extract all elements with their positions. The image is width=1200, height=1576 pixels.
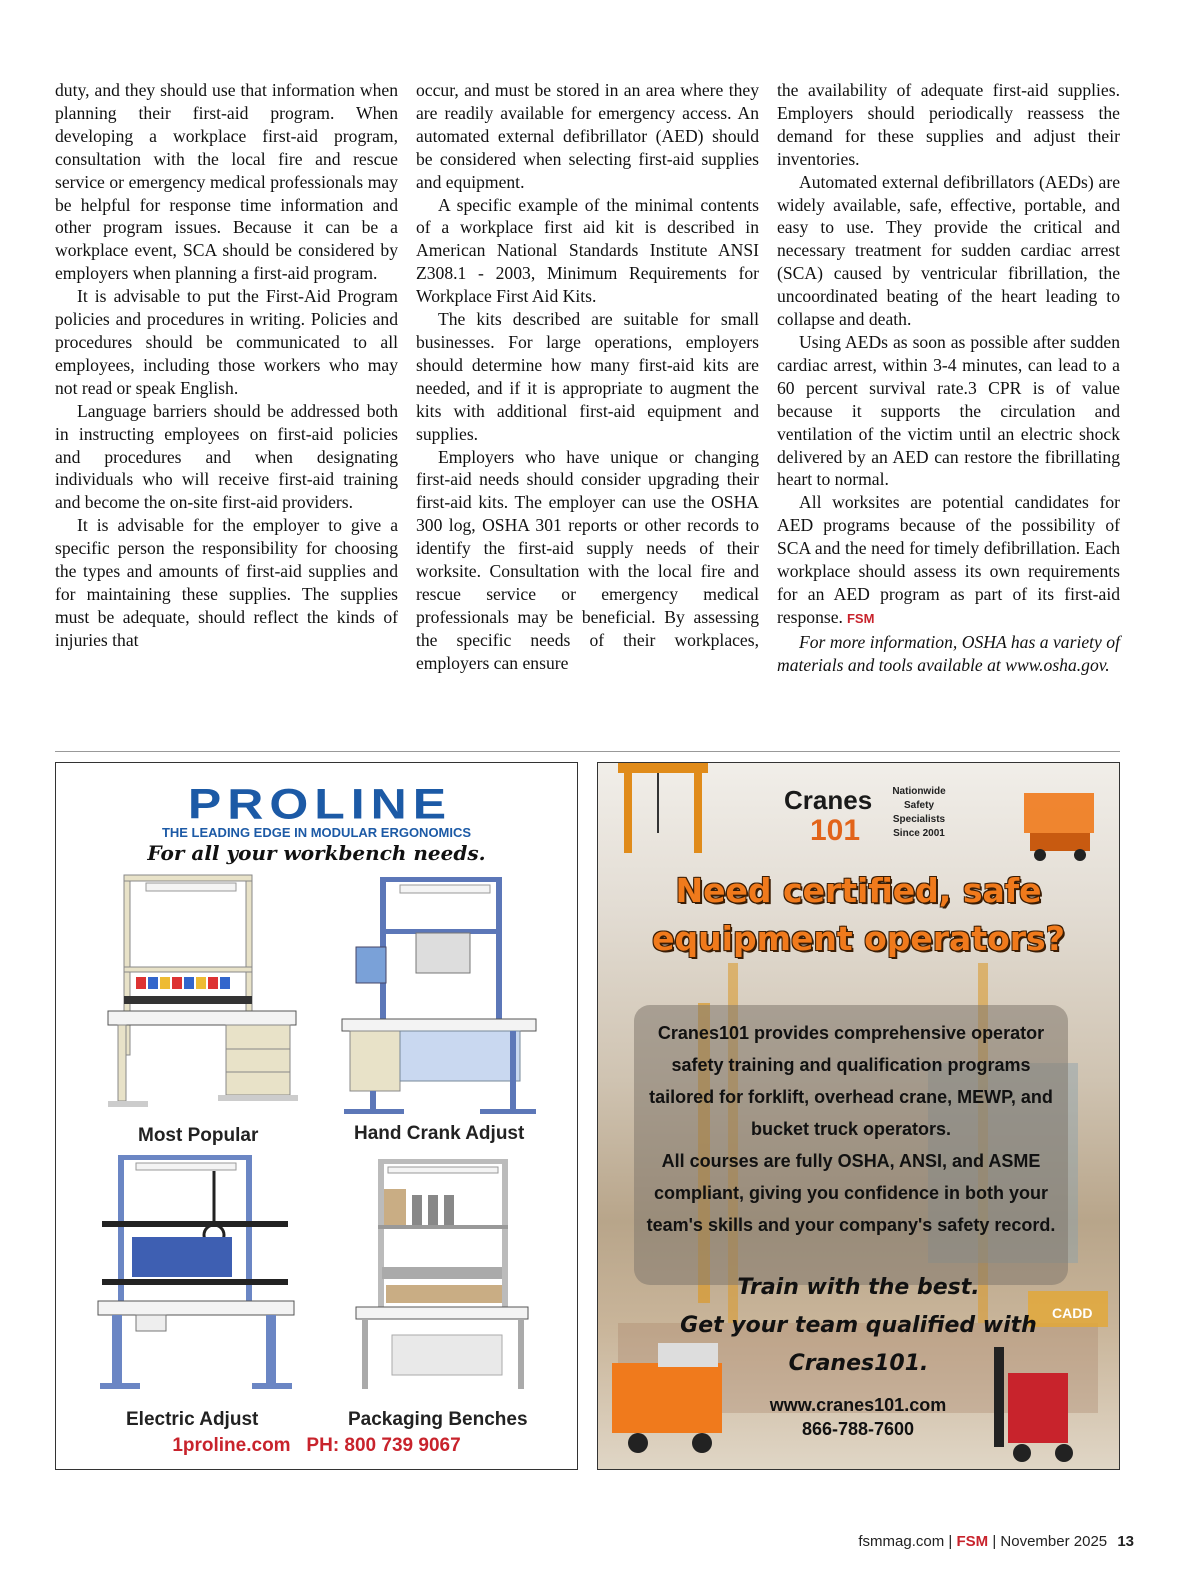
cranes101-headline (598, 867, 1119, 963)
paragraph: Using AEDs as soon as possible after sudden cardiac arrest, within 3-4 minutes, can lead to a 60 percent survival rate.3 CPR is of value because it supports the circulation and ventilation of the victim until an electric shock delivered by an AED can restore the fibrillating heart to normal. (777, 331, 1120, 490)
slogan-line: Specialists (892, 814, 946, 825)
paragraph: occur, and must be stored in an area where they are readily available for emergency access. An automated external defibrillator (AED) should be considered when selecting first-aid supplies and equipment. (416, 80, 759, 192)
bench-packaging-illustration (352, 1155, 532, 1405)
headline-line: Need certified, safe (675, 871, 1042, 910)
description-line: Cranes101 provides comprehensive operator (657, 1023, 1045, 1043)
cranes101-ad[interactable] (597, 762, 1120, 1470)
proline-website[interactable]: 1proline.com (172, 1435, 291, 1456)
paragraph: The kits described are suitable for small businesses. For large operations, employers should determine how many first-aid kits are needed, and if it is appropriate to augment the kits with additional first-aid equipment and supplies. (416, 309, 759, 444)
label-hand-crank-adjust: Hand Crank Adjust (354, 1123, 525, 1144)
machine-brand-text: CADD (1052, 1305, 1093, 1321)
page-number: 13 (1117, 1533, 1134, 1550)
divider-rule (55, 751, 1120, 752)
description-line: safety training and qualification programs (671, 1055, 1031, 1075)
footer-separator: | (992, 1533, 997, 1550)
end-mark: FSM (846, 610, 875, 626)
label-electric-adjust: Electric Adjust (126, 1409, 259, 1430)
paragraph: It is advisable to put the First-Aid Program policies and procedures in writing. Policies and procedures should be communicated to all employees, including those workers who may not read or speak English. (55, 286, 398, 398)
proline-ad[interactable] (55, 762, 578, 1470)
cranes101-tagline (598, 1269, 1119, 1383)
paragraph: the availability of adequate first-aid supplies. Employers should periodically reassess the demand for these supplies and adjust their inventories. (777, 80, 1120, 169)
slogan-line: Since 2001 (893, 828, 945, 839)
tagline-line: Get your team qualified with (680, 1313, 1037, 1338)
cranes101-logo (784, 785, 873, 849)
cranes101-phone: 866-788-7600 (801, 1419, 915, 1439)
cranes101-contact (738, 1393, 978, 1441)
article-column-3 (777, 79, 1120, 677)
label-most-popular: Most Popular (138, 1125, 259, 1146)
paragraph: A specific example of the minimal contents of a workplace first aid kit is described in American National Standards Institute ANSI Z308.1 - 2003, Minimum Requirements for Workplace First Aid Kits. (416, 194, 759, 307)
label-packaging-benches: Packaging Benches (348, 1409, 528, 1430)
tagline-line: Train with the best. (737, 1275, 980, 1300)
cranes101-slogan (874, 785, 964, 841)
paragraph: Automated external defibrillators (AEDs) are widely available, safe, effective, portable, and easy to use. They provide the critical and necessary treatment for sudden cardiac arrest (SCA) caused by ventricular fibrillation, the uncoordinated beating of the heart leading to collapse and death. (777, 171, 1120, 330)
slogan-line: Nationwide (892, 786, 946, 797)
tagline-line: Cranes101. (788, 1351, 929, 1376)
article-column-2 (416, 79, 759, 675)
article-column-1 (55, 79, 398, 652)
cranes101-description-box (634, 1005, 1068, 1285)
proline-script: For all your workbench needs. (147, 841, 486, 865)
paragraph: duty, and they should use that information when planning their first-aid program. When developing a workplace first-aid program, consultation with the local fire and rescue service or emergency medical professionals may be helpful for response time information and other program issues. Because it can be a workplace event, SCA should be considered by employers when planning a first-aid program. (55, 80, 398, 284)
proline-contact (56, 1435, 577, 1457)
description-line: All courses are fully OSHA, ANSI, and ASME (661, 1151, 1041, 1171)
paragraph (777, 491, 1120, 630)
footer-brand: FSM (956, 1533, 989, 1550)
footer-site[interactable]: fsmmag.com (858, 1533, 945, 1550)
more-info-note: For more information, OSHA has a variety of materials and tools available at www.osha.gov. (777, 631, 1120, 675)
footer-separator: | (948, 1533, 953, 1550)
description-line: compliant, giving you confidence in both your (653, 1183, 1048, 1203)
page-footer (858, 1533, 1134, 1550)
proline-phone: PH: 800 739 9067 (306, 1435, 461, 1456)
proline-tagline: THE LEADING EDGE IN MODULAR ERGONOMICS (161, 825, 472, 840)
paragraph: Employers who have unique or changing first-aid needs should consider upgrading their first-aid kits. The employer can use the OSHA 300 log, OSHA 301 reports or other records to identify the first-aid supply needs of their worksite. Consultation with the local fire and rescue service or emergency medical professionals may be beneficial. By assessing the specific needs of their workplaces, employers can ensure (416, 446, 759, 673)
paragraph-text: All worksites are potential candidates for AED programs because of the possibility of SCA and the need for timely defibrillation. Each workplace should assess its own requirements for an AED program as part of its first-aid response. (777, 492, 1120, 627)
bench-hand-crank-illustration (340, 871, 540, 1121)
paragraph: Language barriers should be addressed both in instructing employees on first-aid policies and procedures and when designating individuals who will receive first-aid training and become the on-site first-aid providers. (55, 400, 398, 513)
slogan-line: Safety (903, 800, 934, 811)
description-line: tailored for forklift, overhead crane, MEWP, and (649, 1087, 1053, 1107)
footer-issue: November 2025 (1000, 1533, 1108, 1550)
logo-word: Cranes (784, 785, 873, 815)
description-line: bucket truck operators. (750, 1119, 952, 1139)
proline-logo: PROLINE (187, 780, 453, 828)
bench-electric-adjust-illustration (96, 1151, 306, 1401)
paragraph: It is advisable for the employer to give a specific person the responsibility for choosing the types and amounts of first-aid supplies and for maintaining these supplies. The supplies must be adequate, should reflect the kinds of injuries that (55, 515, 398, 650)
logo-number: 101 (810, 814, 861, 847)
description-line: team's skills and your company's safety record. (646, 1215, 1056, 1235)
bench-most-popular-illustration (106, 871, 306, 1121)
headline-line: equipment operators? (652, 919, 1065, 958)
cranes101-website[interactable]: www.cranes101.com (769, 1395, 947, 1415)
